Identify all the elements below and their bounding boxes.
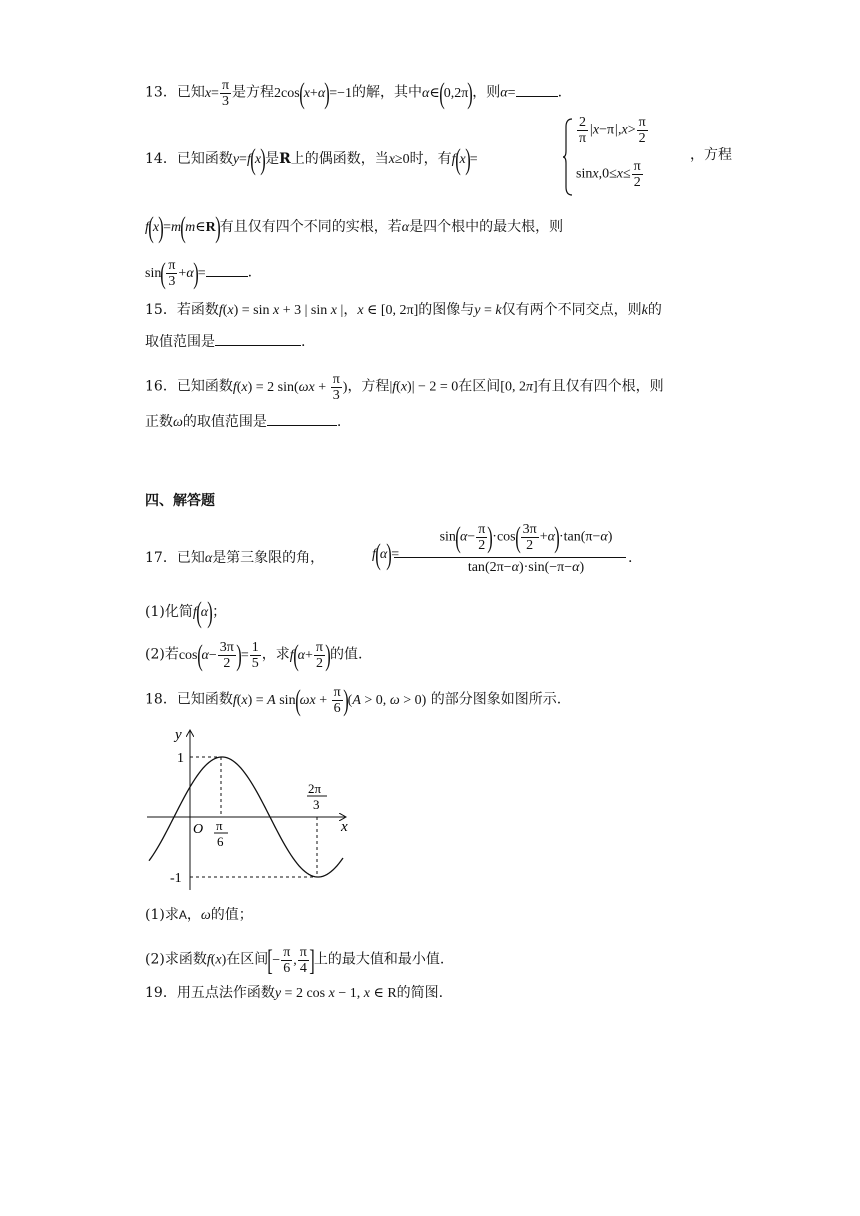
math-expression: f(x) = sin x + 3 | sin x | [218,303,344,318]
math-expression: x ∈ [0, 2π] [357,303,419,318]
math-expression: [− $\frac{\pi}{6}$ , $\frac{\pi}{4}$ ] [267,943,315,977]
math-expression: f(x)= [451,143,478,176]
x-tick-label: 6 [217,834,224,849]
math-expression: α= [500,85,516,101]
math-expression: [0, 2π] [500,379,538,395]
question-15-cont: 取值范围是 . [145,334,306,350]
question-15: 15．若函数f(x) = sin x + 3 | sin x |，x ∈ [0, 2π]的图像与y = k仅有两个不同交点，则k的 [145,302,662,318]
section-heading: 四、解答题 [145,493,215,509]
math-expression: y = k [474,303,502,318]
question-13: 13．已知x= $\frac{\pi}{3}$ 是方程2cos(x+α)=−1的解，其中α∈(0,2π)，则α= . [145,76,563,110]
y-tick-label: 1 [177,751,184,766]
question-number: 18． [145,691,177,708]
math-expression: y = 2 cos x − 1, x ∈ R [274,986,397,1001]
question-17: 17．已知α是第三象限的角， [145,550,325,566]
x-tick-label: π [216,818,223,833]
math-expression: f(x)=m(m∈R) [145,211,221,244]
question-14-answer: sin( $\frac{\pi}{3}$ +α)= . [145,256,253,290]
question-number: 17． [145,550,177,566]
question-number: 19． [145,985,177,1001]
question-18-part1: (1)求A，ω的值； [145,907,253,923]
answer-blank [215,333,301,346]
question-19: 19．用五点法作函数y = 2 cos x − 1, x ∈ R的简图. [145,985,444,1001]
x-tick-label: 2π [308,781,322,796]
question-18: 18．已知函数f(x) = A sin(ωx + $\frac{\pi}{6}$ )(A > 0, ω > 0) 的部分图象如图所示. [145,683,562,717]
question-number: 13． [145,84,177,101]
question-number: 14． [145,151,177,168]
question-16: 16．已知函数f(x) = 2 sin(ωx + $\frac{\pi}{3}$ )，方程|f(x)| − 2 = 0在区间[0, 2π]有且仅有四个根，则 [145,372,664,403]
question-number: 15． [145,302,177,318]
y-tick-label: -1 [170,871,182,886]
answer-blank [267,413,337,426]
piecewise-function: $\frac{2}{\pi}$ |x−π|,x> $\frac{\pi}{2}$ sinx,0≤x≤ $\frac{\pi}{2}$ [562,115,682,200]
answer-blank [206,264,248,277]
question-number: 16． [145,378,177,395]
math-expression: f(α+ $\frac{\pi}{2}$ ) [289,638,331,672]
math-expression: y=f(x) [232,143,266,176]
math-expression: sin( $\frac{\pi}{3}$ +α)= [145,256,206,290]
x-tick-label: 3 [313,797,320,812]
math-expression: f(x) = A sin(ωx + $\frac{\pi}{6}$ )(A > 0, ω > 0) [232,683,427,717]
question-14-cont: f(x)=m(m∈R)有且仅有四个不同的实根，若α是四个根中的最大根，则 [145,211,564,244]
math-expression: cos(α− $\frac{3\pi}{2}$ )= $\frac{1}{5}$ [178,638,259,672]
y-axis-label: y [175,727,182,743]
function-graph [145,725,360,895]
question-17-part1: (1)化简f(α)； [145,596,227,629]
math-expression: f(x) = 2 sin(ωx + $\frac{\pi}{3}$ ) [232,372,348,403]
math-expression: x≥0 [388,152,410,168]
answer-blank [516,84,558,97]
math-expression: α∈(0,2π) [421,76,474,110]
math-expression: 2cos(x+α)=−1 [274,76,352,110]
question-17-part2: (2)若cos(α− $\frac{3\pi}{2}$ )= $\frac{1}{5}$ ，求f(α+ $\frac{\pi}{2}$ )的值. [145,638,363,672]
math-expression: |f(x)| − 2 = 0 [389,379,459,395]
math-expression: x= $\frac{\pi}{3}$ [204,78,230,109]
brace-icon [562,117,574,197]
question-14: 14．已知函数y=f(x)是R上的偶函数，当x≥0时，有f(x)= [145,143,478,176]
question-18-part2: (2)求函数f(x)在区间[− $\frac{\pi}{6}$ , $\frac{\pi}{4}$ ]上的最大值和最小值. [145,943,445,977]
question-16-cont: 正数ω的取值范围是 . [145,414,342,430]
origin-label: O [193,822,204,837]
x-axis-label: x [341,819,348,835]
